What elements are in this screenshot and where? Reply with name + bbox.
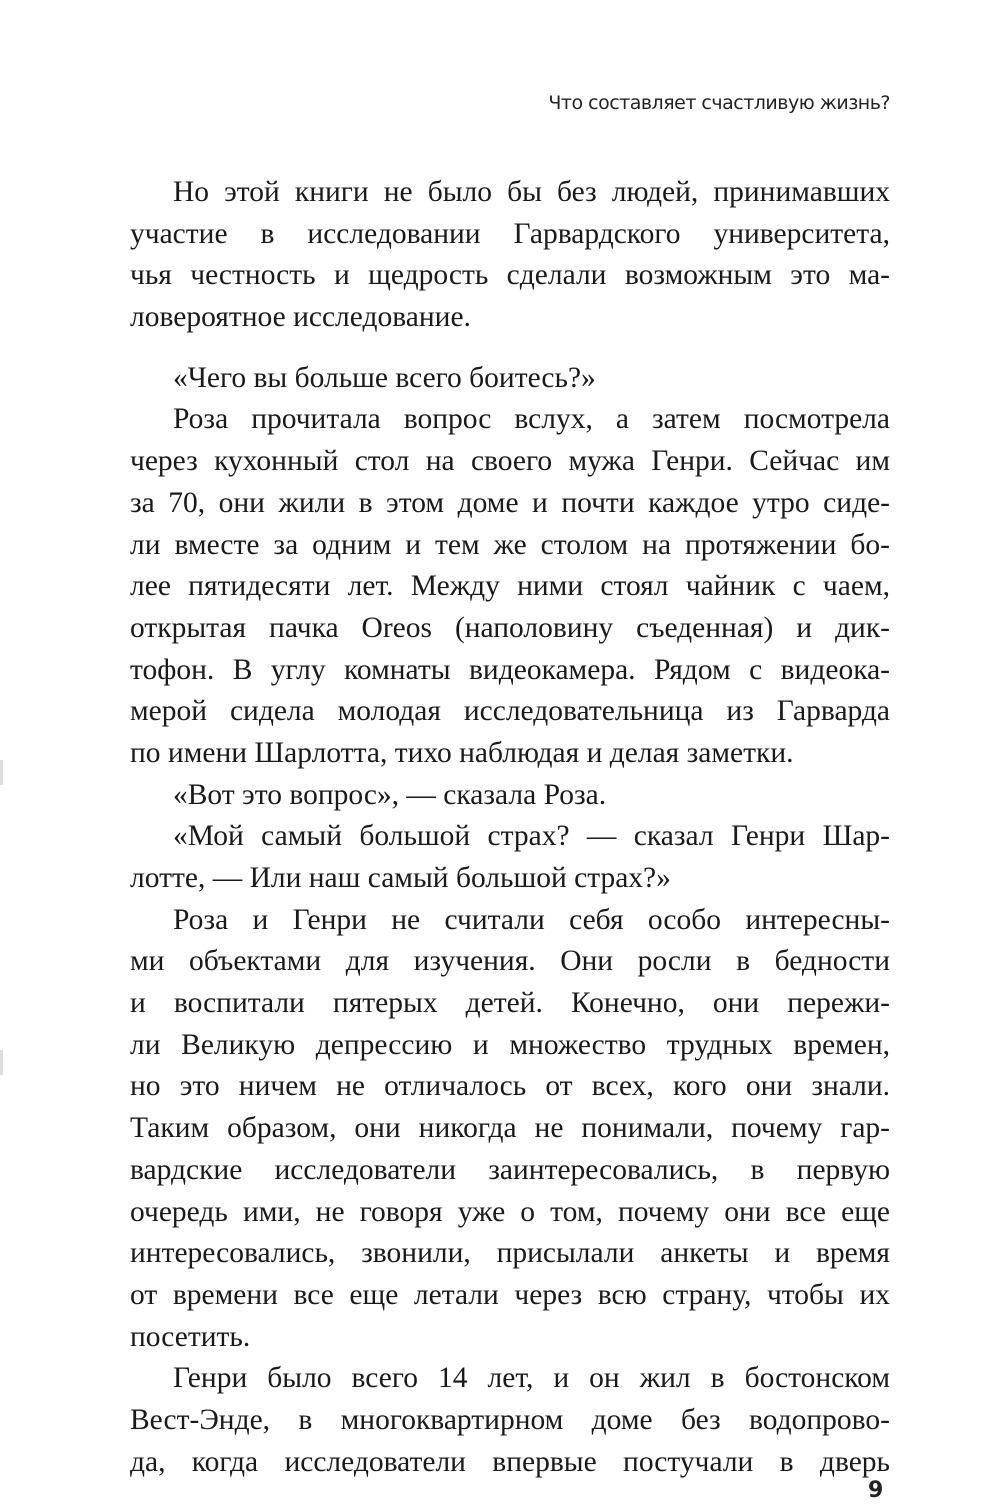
paragraph — [130, 775, 890, 817]
text-line: но это ничем не отличалось от всех, кого они знали. — [130, 1070, 890, 1103]
paragraph — [130, 900, 890, 1359]
text-line: через кухонный стол на своего мужа Генри. Сейчас им — [130, 445, 890, 478]
text-line: мерой сидела молодая исследовательница из Гарварда — [130, 695, 890, 728]
text-line: «Чего вы больше всего боитесь?» — [173, 361, 596, 394]
text-line: за 70, они жили в этом доме и почти каждое утро сиде- — [130, 486, 890, 519]
text-line: лотте, — Или наш самый большой страх?» — [130, 862, 671, 894]
paragraph — [130, 816, 890, 899]
text-line: и воспитали пятерых детей. Конечно, они пережи- — [130, 987, 890, 1020]
text-line: Роза прочитала вопрос вслух, а затем посмотрела — [173, 403, 890, 436]
text-line: открытая пачка Oreos (наполовину съеденная) и дик- — [130, 611, 890, 644]
paragraph — [130, 1358, 890, 1483]
scan-edge-mark — [0, 760, 3, 785]
paragraph — [130, 358, 890, 400]
running-header: Что составляет счастливую жизнь? — [548, 92, 890, 114]
text-line: «Вот это вопрос», — сказала Роза. — [173, 778, 607, 811]
text-line: ли Великую депрессию и множество трудных времен, — [130, 1028, 890, 1061]
text-line: Роза и Генри не считали себя особо интересны- — [173, 903, 890, 936]
text-line: «Мой самый большой страх? — сказал Генри Шар- — [173, 820, 890, 853]
text-line: участие в исследовании Гарвардского университета, — [130, 217, 890, 250]
text-line: Генри было всего 14 лет, и он жил в бостонском — [173, 1362, 890, 1395]
text-line: чья честность и щедрость сделали возможным это ма- — [130, 259, 890, 292]
text-line: посетить. — [130, 1320, 251, 1353]
text-line: Вест-Энде, в многоквартирном доме без водопрово- — [130, 1403, 890, 1436]
text-line: ловероятное исследование. — [130, 301, 471, 334]
page-body — [130, 172, 890, 1483]
paragraph — [130, 172, 890, 339]
text-line: да, когда исследователи впервые постучали в дверь — [130, 1445, 890, 1478]
page-number: 9 — [868, 1478, 884, 1503]
scan-edge-mark — [0, 1050, 3, 1075]
text-line: ми объектами для изучения. Они росли в бедности — [130, 945, 890, 978]
paragraph — [130, 399, 890, 774]
text-line: по имени Шарлотта, тихо наблюдая и делая заметки. — [130, 736, 794, 769]
text-line: тофон. В углу комнаты видеокамера. Рядом с видеока- — [130, 653, 890, 686]
text-line: Таким образом, они никогда не понимали, почему гар- — [130, 1112, 890, 1145]
text-line: вардские исследователи заинтересовались, в первую — [130, 1153, 890, 1186]
text-line: Но этой книги не было бы без людей, принимавших — [173, 176, 890, 208]
text-line: очередь ими, не говоря уже о том, почему они все еще — [130, 1195, 890, 1228]
text-line: интересовались, звонили, присылали анкеты и время — [130, 1237, 890, 1270]
text-line: ли вместе за одним и тем же столом на протяжении бо- — [130, 528, 890, 561]
text-line: от времени все еще летали через всю страну, чтобы их — [130, 1278, 890, 1311]
text-line: лее пятидесяти лет. Между ними стоял чайник с чаем, — [130, 570, 890, 603]
